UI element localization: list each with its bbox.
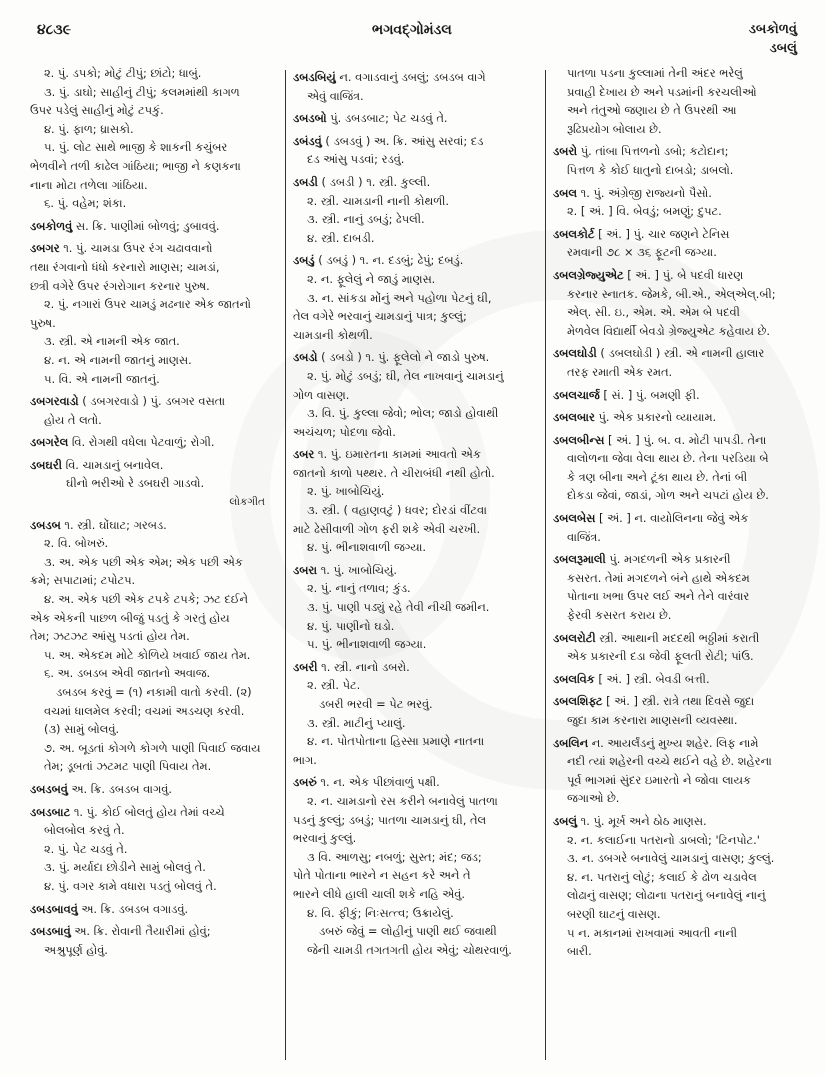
definition-text: ૧. પું. અંગ્રેજી રાજ્યનો પૈસો. [577,185,712,200]
definition-text: [ અં. ] સ્ત્રી. બેવડી બત્તી. [594,671,710,686]
dictionary-entry [30,392,275,411]
guide-word-last: ડબલું [769,41,797,56]
headword: ડબરા [293,562,318,577]
definition-line: ૫. પું. ભીનાશવાળી જગ્યા. [307,637,427,652]
definition-line: ફેરવી કસરત કરાય છે. [567,608,672,623]
definition-line: ૩. પું. પાણી પડ્યું રહે તેવી નીચી જમીન. [307,600,490,615]
headword: ડબરું [293,775,317,790]
definition-text: ( ડબલઘોડી ) સ્ત્રી. એ નામની હાલાર [596,346,765,361]
definition-line: રમવાની ૭૮ × ૩૬ ફૂટની જગ્યા. [567,245,717,260]
headword: ડબલગ્રેજ્યુએટ [553,267,624,282]
page-number: ૪૮૩૯ [37,22,71,38]
column-divider [545,70,546,1060]
definition-line: દોકડા જેવાં, જાડાં, ગોળ અને ચપટાં હોય છે. [567,488,769,503]
definition-line: ૨. સ્ત્રી. ચામડાની નાની કોથળી. [307,193,450,208]
definition-line: ક્રમે; સપાટામાં; ટપોટપ. [30,573,136,588]
dictionary-entry [293,132,537,151]
dictionary-entry [553,550,801,569]
definition-line: પુરુષ. [30,315,56,330]
dictionary-entry [30,239,275,258]
dictionary-entry [553,670,801,689]
definition-line: બોલબોલ કરવું તે. [44,823,125,838]
definition-line: તેલ વગેરે ભરવાનું ચામડાનું પાત્ર; કુલ્લું; [293,309,467,324]
dictionary-entry [553,225,801,244]
definition-line: ૨. ન. ચામડાનો રસ કરીને બનાવેલું પાતળા [307,793,498,808]
definition-line: ૪. પું. પાણીનો ઘડો. [307,618,395,633]
idiom-line: ડબરું જેવું = લોહીનું પાણી થઈ જવાથી [319,924,497,939]
idiom-line: ડબરી ભરવી = પેટ ભરવું. [319,697,433,711]
definition-line: રૂઢિપ્રયોગ બોલાય છે. [567,121,662,136]
dictionary-entry [293,773,537,792]
headword: ડબલ [553,185,578,200]
definition-line: ૪. ન. એ નામની જાતનું માણસ. [44,352,192,367]
definition-line: જેની ચામડી તગતગતી હોય એવું; ચોથરવાળું. [307,942,512,957]
dictionary-entry [293,658,537,677]
definition-line: એક એકની પાછળ બીજું પડતું કે ગરતું હોય [30,610,230,625]
definition-line: ભાગ. [293,752,317,767]
column-1 [30,64,275,959]
definition-text: વિ. રોગથી વધેલા પેટવાળું; રોગી. [68,435,215,450]
definition-line: ૩. પું. મર્યાદા છોડીને સામું બોલવું તે. [44,860,206,875]
headword: ડબલબાર [553,410,595,425]
definition-line: ગોળ વાસણ. [293,387,350,402]
definition-line: પોતાના ખભા ઉપર લઈ અને તેને વારંવાર [567,589,750,604]
definition-text: પું. મગદળની એક પ્રકારની [605,552,731,567]
definition-line: ૨. પું. ખાબોચિયું. [307,484,385,499]
dictionary-entry [553,734,801,753]
definition-line: તથા રંગવાનો ધંધો કરનારો માણસ; ચામડાં, [30,259,220,274]
definition-line: ૪. ન. પોતપોતાના હિસ્સા પ્રમાણે નાતના [307,734,485,749]
headword: ડબર [293,447,315,462]
definition-line: ૩. પું. ડાઘો; સાહીનું ટીપું; કલમમાંથી કાગળ [44,84,240,99]
definition-text: સ. ક્રિ. પાણીમાં બોળવું; ડુબાવવું. [72,218,220,233]
definition-text: વિ. ચામડાનું બનાવેલ. [62,457,164,472]
dictionary-entry [293,173,537,192]
definition-line: ૫ ન. મકાનમાં રાખવામાં આવતી નાની [567,925,738,940]
headword: ડબડું [293,253,315,268]
definition-line: ૨. પું. પેટ ચડવું તે. [44,841,128,856]
dictionary-entry [553,386,801,405]
definition-text: ૧. પું. ચામડા ઉપર રંગ ચઢાવવાનો [59,241,213,256]
definition-line: ૩. સ્ત્રી. નાનું ડબડું; ઢેપલી. [307,212,425,227]
definition-text: અ. ક્રિ. ડબડબ વગાડવું. [77,901,189,916]
definition-text: ૧. પું. ખાબોચિયું. [317,562,397,577]
definition-line: નદી ત્યાં શહેરની વચ્ચે થઈને વહે છે. શહેરના [567,754,772,769]
dictionary-entry [30,803,275,822]
definition-text: ( ડબડી ) ૧. સ્ત્રી. કુલ્લી. [317,174,431,189]
dictionary-entry [30,217,275,236]
definition-line: ૨. [ અં. ] વિ. બેવડું; બમણું; દુપટ. [567,204,722,219]
dictionary-entry [30,456,275,475]
definition-text: ૧. સ્ત્રી. નાનો ડબરો. [317,659,410,674]
definition-text: [ સં. ] પું. બમણી ફી. [599,387,700,402]
definition-line: પોતે પોતાના ભારને ન સહન કરે અને તે [293,868,471,883]
definition-text: પું. તાંબા પિત્તળનો ડબો; કટોદાન; [577,144,729,159]
headword: ડબલરૂમાલી [553,552,606,567]
headword: ડબડબાવું [30,924,71,939]
definition-line: ૩. સ્ત્રી. એ નામની એક જાત. [44,334,180,349]
definition-line: એવું વાજિંત્ર. [307,88,364,103]
headword: ડબલિન [553,735,589,750]
definition-line: ૪. પું. ફાળ; ધ્રાસકો. [44,121,134,136]
definition-line: ૨. વિ. બોખરું. [44,536,109,551]
column-2 [293,64,537,959]
definition-text: [ અં. ] ન. વાયોલિનના જેવું એક [595,511,749,526]
headword: ડબડબાવવું [30,901,78,916]
headword: ડબલબેસ [553,511,596,526]
definition-line: ૪. પું. ભીનાશવાળી જગ્યા. [307,540,426,555]
definition-text: ન. વગાડવાનું ડબલું; ડબડબ વાગે [335,70,486,84]
definition-line: ૩. સ્ત્રી. ( વહાણવટું ) ધવર; દોરડાં વીંટવા [307,503,487,518]
definition-text: [ અં. ] પું. ચાર જણને ટેનિસ [594,226,730,241]
dictionary-entry [30,516,275,535]
headword: ડબલશિફ્ટ [553,694,603,709]
definition-line: ૬. અ. ડબડબ એવી જાતનો અવાજ. [44,666,211,681]
column-divider [285,70,286,1060]
headword: ડબરી [293,659,318,674]
definition-line: ૫. પું. લોટ સાથે ભાજી કે શાકની કચુંબર [44,140,228,155]
headword: ડબલવિક [553,671,595,686]
definition-text: ( ડબગરવાડો ) પું. ડબગર વસતા [78,394,226,409]
definition-line: ભરવાનું કુલ્લું. [293,831,357,846]
definition-text: પું. એક પ્રકારનો વ્યાયામ. [594,410,717,425]
headword: ડબડબાટ [30,804,71,819]
headword: ડબંડવું [293,133,322,148]
definition-text: ( ડબડું ) ૧. ન. દડબું; ઢેપું; દબડું. [314,253,464,268]
definition-line: (૩) સામું બોલવું. [44,722,120,737]
dictionary-entry [553,184,801,203]
headword: ડબકોળવું [30,218,73,233]
dictionary-entry [553,344,801,363]
dictionary-entry [553,408,801,427]
headword: ડબલકોર્ટ [553,226,595,241]
definition-line: ૪. વિ. ફીકું; નિઃસત્ત્વ; ઉક્રાયેલું. [307,905,454,920]
headword: ડબગર [30,241,60,256]
dictionary-entry [553,812,801,831]
guide-word-first: ડબકોળવું [748,22,797,37]
definition-text: ૧. સ્ત્રી. ઘોંઘાટ; ગરબડ. [60,517,167,532]
definition-line: ઉપર પડેલું સાહીનું મોટું ટપકું. [30,103,164,118]
definition-line: પૂર્વ ભાગમાં સુંદર ઇમારતો ને જોવા લાયક [567,772,751,787]
definition-line: જુદા કામ કરનારા માણસની વ્યવસ્થા. [567,713,738,727]
headword: ડબડી [293,174,318,189]
definition-line: વાજિંત્ર. [567,529,601,544]
definition-text: ૧. પું. ઇમારતના કામમાં આવતો એક [314,447,481,462]
definition-text: પું. ડબડબાટ; પેટ ચડવું તે. [326,111,448,126]
definition-text: ૧. પું. મૂર્ખ અને ઠોઠ માણસ. [577,813,707,828]
definition-text: ( ડબડો ) ૧. પું. ફૂલેલો ને જાડો પુરુષ. [317,350,490,365]
definition-text: ૧. ન. એક પીછાંવાળું પક્ષી. [316,775,440,790]
idiom-line: ડબડબ કરવું = (૧) નકામી વાતો કરવી. (૨) [56,685,252,699]
dictionary-entry [30,922,275,941]
definition-text: ન. આયર્લંડનું મુખ્ય શહેર. લિફ નામે [588,735,759,750]
definition-line: ૨. પું. ડપકો; મોટું ટીપું; છાંટો; ધાબું. [44,66,202,80]
dictionary-entry [293,445,537,464]
definition-line: લોઢાનું વાસણ; લોઢાના પતરાનું બનાવેલું નાનું [567,888,766,903]
headword: ડબલચાર્જ [553,387,600,402]
dictionary-entry [553,509,801,528]
definition-line: પાતળા પડના કુલ્લામાં તેની અંદર ભરેલું [567,66,743,80]
definition-text: ( ડબડવું ) અ. ક્રિ. આંસુ સરવાં; દડ [321,133,484,148]
definition-line: કસરત. તેમાં મગદળને બંને હાથે એકદમ [567,570,750,585]
dictionary-entry [30,900,275,919]
dictionary-entry [553,266,801,285]
definition-line: અને તંતુઓ જણાય છે તે ઉપરથી આ [567,103,737,118]
definition-line: ભારને લીધે હાલી ચાલી શકે નહિ એવું. [293,886,465,901]
definition-line: અચંચળ; પોદળા જેવો. [293,424,396,439]
definition-line: દડ આંસુ પડવાં; રડવું. [307,152,405,167]
definition-line: છત્રી વગેરે ઉપર રંગરોગાન કરનાર પુરુષ. [30,278,210,293]
dictionary-entry [30,433,275,452]
definition-line: ઘીનો ભરીઓ રે ડબઘરી ગાડવો. [66,476,205,491]
definition-line: નાના મોટા તળેલા ગાંઠિયા. [30,177,148,192]
definition-line: જગાઓ છે. [567,791,620,806]
column-3 [553,64,801,961]
definition-line: તેમ; ઝટઝટ આંસુ પડતાં હોય તેમ. [30,629,190,644]
dictionary-entry [293,561,537,580]
definition-line: પડનું કુલ્લું; ડબડું; પાતળા ચામડાનું ઘી, તેલ [293,812,487,827]
dictionary-entry [30,780,275,799]
definition-line: ૩. ન. સાંકડા મોંનું અને પહોળા પેટનું ઘી, [307,290,492,305]
definition-line: ૨. સ્ત્રી. પેટ. [307,678,361,693]
definition-line: ૪. સ્ત્રી. દાબડી. [307,230,375,245]
dictionary-entry [553,142,801,161]
headword: ડબરો [553,144,578,159]
headword: ડબગરવાડો [30,394,79,409]
definition-line: ૪. અ. એક પછી એક ટપકે ટપકે; ઝટ દઈને [44,592,248,607]
headword: ડબલબીન્સ [553,432,605,447]
headword: ડબઘરી [30,457,62,472]
definition-line: પ્રવાહી દેખાય છે અને પડમાંની કરચલીઓ [567,84,757,99]
definition-line: ચામડાની કોથળી. [293,327,373,342]
headword: ડબડબિયું [293,70,336,84]
definition-line: ૪. પું. વગર કામે વધારા પડતું બોલવું તે. [44,878,217,893]
definition-line: ભેળવીને તળી કાઢેલ ગાંઠિયા; ભાજી ને કણકના [30,158,241,173]
definition-text: [ અં. ] સ્ત્રી. રાત્રે તથા દિવસે જુદા [602,694,755,709]
headword: ડબડો [293,350,318,365]
headword: ડબલું [553,813,578,828]
headword: ડબગરેલ [30,435,69,450]
dictionary-entry [553,431,801,450]
definition-text: અ. ક્રિ. ડબડબ વાગવું. [67,781,172,796]
dictionary-entry [293,251,537,270]
dictionary-entry [553,629,801,648]
definition-line: તેમ; ડૂબતાં ઝટમટ પાણી પિવાય તેમ. [44,759,212,774]
headword: ડબલરોટી [553,630,596,645]
definition-line: ૩. ન. ડબગરે બનાવેલું ચામડાનું વાસણ; કુલ્લું. [567,851,775,866]
definition-text: અ. ક્રિ. રોવાની તૈયારીમાં હોવું; [70,924,211,939]
definition-line: ૩ વિ. આળસુ; નબળું; સુસ્ત; મંદ; જડ; [307,849,482,864]
definition-line: ૩. વિ. પું. કુલ્લા જેવો; ભોલ; જાડો હોવાથી [307,406,499,421]
definition-line: માટે ઢેસીવાળી ગોળ ફરી શકે એવી ચરખી. [293,521,481,536]
headword: ડબલઘોડી [553,346,597,361]
headword: ડબડબો [293,111,327,126]
definition-line: હોય તે લતો. [44,412,102,427]
dictionary-entry [293,348,537,367]
definition-line: તરફ રમાતી એક રમત. [567,364,673,379]
definition-line: ૭. અ. બૂડતાં કોગળે કોગળે પાણી પિવાઈ જવાય [44,740,261,755]
definition-line: જાતનો કાળો પથ્થર. તે ચીરાબંધી નથી હોતો. [293,465,495,480]
definition-line: ૪. ન. પતરાનું લોટું; કલાઈ કે ઢોળ ચડાવેલ [567,869,757,884]
definition-line: ૨. પું. મોટું ડબડું; ઘી, તેલ નાખવાનું ચામડાનું [307,368,504,383]
definition-line: મેળવેલ વિદ્યાર્થી બેવડો ગ્રેજ્યુએટ કહેવાય છે. [567,323,770,338]
dictionary-entry [293,109,537,128]
headword: ડબડબવું [30,781,68,796]
definition-text: [ અં. ] પું. બ. વ. મોટી પાપડી. તેના [604,432,767,447]
definition-line: અશ્રુપૂર્ણ હોવું. [44,942,108,957]
definition-line: ૩. સ્ત્રી. માટીનું પ્યાલું. [307,715,406,730]
definition-line: કે ત્રણ બીના અને ટૂંકા થાય છે. તેનાં બી [567,469,748,484]
definition-line: ૩. અ. એક પછી એક એમ; એક પછી એક [44,554,243,569]
definition-line: ૨. પું. નાનું તળાવ; કુંડ. [307,581,411,596]
dictionary-entry [553,692,801,711]
definition-text: ૧. પું. કોઈ બોલતું હોય તેમાં વચ્ચે [70,804,225,819]
headword: ડબડબ [30,517,61,532]
definition-line: પિત્તળ કે કોઈ ધાતુનો દાબડો; ડાબલો. [567,162,734,177]
definition-line: એલ્‌. સી. ઇ., એમ. એ. એમ બે પદવી [567,305,740,320]
definition-line: ૨. ન. ફૂલેલું ને જાડું માણસ. [307,271,436,286]
definition-line: બરણી ઘાટનું વાસણ. [567,906,661,921]
book-title: ભગવદ્ગોમંડલ [372,22,452,38]
definition-line: વચમાં ધાલમેલ કરવી; વચમાં અડચણ કરવી. [44,703,245,718]
definition-line: ૨. પું. નગારાં ઉપર ચામડું મઢનાર એક જાતનો [44,297,251,312]
definition-line: વાલોળના જેવા વેલા થાય છે. તેના પરડિયા બે [567,451,769,466]
citation-source: લોકગીત [229,496,265,509]
definition-line: કરનાર સ્નાતક. જેમકે, બી.એ., એલ્‌એલ્‌.બી; [567,286,776,301]
definition-line: બારી. [567,944,592,959]
dictionary-entry [293,68,537,87]
definition-line: ૫. અ. એકદમ મોટે કોળિયે ખવાઈ જાય તેમ. [44,647,251,662]
definition-line: એક પ્રકારની દડા જેવી ફૂલતી રોટી; પાંઉ. [567,649,754,664]
definition-line: ૨. ન. કલાઈના પતરાનો ડાબલો; 'ટિનપોટ.' [567,832,760,847]
definition-line: ૬. પું. વહેમ; શંકા. [44,196,127,211]
definition-text: [ અં. ] પું. બે પદવી ધારણ [623,267,744,282]
definition-text: સ્ત્રી. આથાની મદદથી ભઠ્ઠીમાં કરાતી [595,630,760,645]
definition-line: ૫. વિ. એ નામની જાતનું. [44,371,160,386]
